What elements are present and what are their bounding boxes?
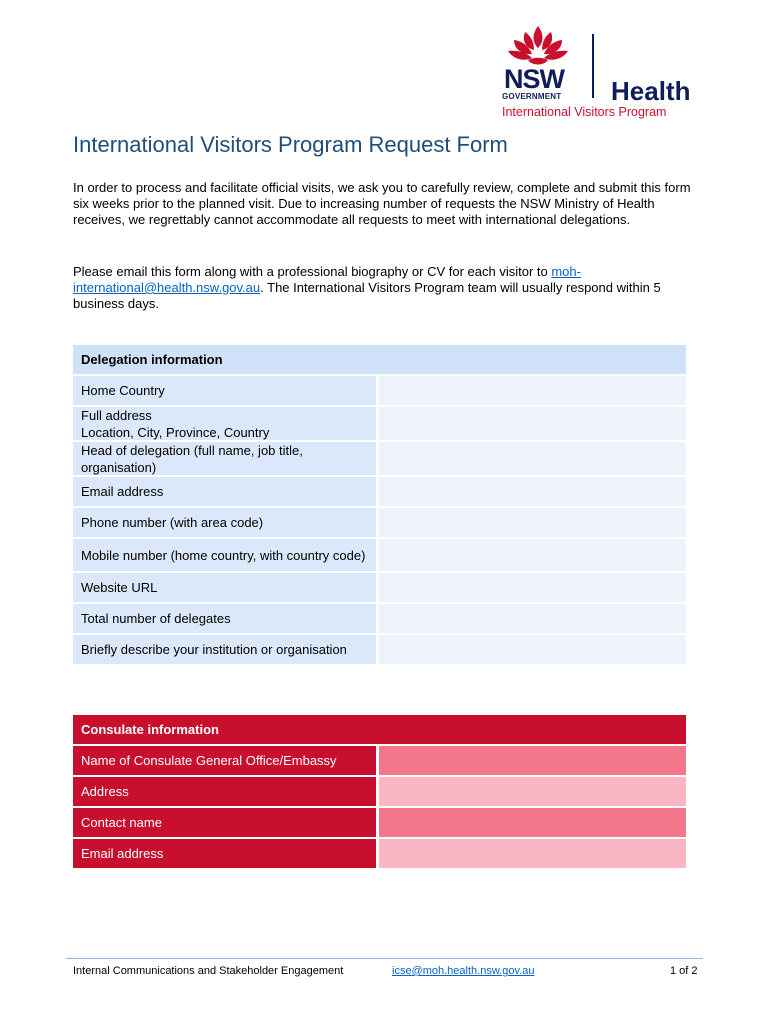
- form-row: [73, 635, 686, 666]
- field-label: Email address: [73, 839, 379, 868]
- form-row: [73, 746, 686, 777]
- form-row: [73, 539, 686, 573]
- form-row: [73, 839, 686, 870]
- full-address-field[interactable]: [379, 407, 686, 440]
- form-row: [73, 477, 686, 508]
- field-label: Phone number (with area code): [73, 508, 379, 537]
- intro-paragraph: In order to process and facilitate official visits, we ask you to carefully review, complete and submit this form six weeks prior to the planned visit. Due to increasing number of requests the NSW Ministry of Health receives, we regrettably cannot accommodate all requests to meet with international delegations.: [73, 180, 691, 227]
- logo-nsw-text: NSW: [504, 64, 564, 94]
- form-row: [73, 573, 686, 604]
- consulate-contact-name-field[interactable]: [379, 808, 686, 837]
- footer-email-link[interactable]: icse@moh.health.nsw.gov.au: [392, 965, 535, 977]
- logo-government-text: GOVERNMENT: [502, 92, 562, 101]
- footer-department: Internal Communications and Stakeholder Engagement: [73, 965, 344, 977]
- website-url-field[interactable]: [379, 573, 686, 602]
- field-label: Website URL: [73, 573, 379, 602]
- page-number: 1 of 2: [670, 965, 698, 977]
- instructions-text-after: . The International Visitors Program team will usually respond within 5 business days.: [73, 280, 661, 311]
- delegation-information-table: [73, 345, 686, 666]
- consulate-email-field[interactable]: [379, 839, 686, 868]
- field-label: Total number of delegates: [73, 604, 379, 633]
- field-label: Head of delegation (full name, job title, organisation): [73, 442, 379, 475]
- email-instructions-paragraph: [73, 264, 693, 312]
- page-title: International Visitors Program Request Form: [73, 132, 508, 157]
- consulate-table-heading: Consulate information: [73, 715, 686, 746]
- form-row: [73, 442, 686, 477]
- field-label: Name of Consulate General Office/Embassy: [73, 746, 379, 775]
- field-label: Home Country: [73, 376, 379, 405]
- total-delegates-field[interactable]: [379, 604, 686, 633]
- head-of-delegation-field[interactable]: [379, 442, 686, 475]
- field-label: Address: [73, 777, 379, 806]
- form-row: [73, 604, 686, 635]
- program-subtitle: International Visitors Program: [502, 105, 667, 119]
- logo-divider: [592, 34, 594, 98]
- email-address-field[interactable]: [379, 477, 686, 506]
- home-country-field[interactable]: [379, 376, 686, 405]
- logo-health-text: Health: [611, 76, 691, 106]
- form-row: [73, 376, 686, 407]
- nsw-health-logo: [498, 24, 703, 124]
- footer-divider: [66, 958, 703, 959]
- consulate-information-table: [73, 715, 686, 870]
- field-label: Contact name: [73, 808, 379, 837]
- field-label: Briefly describe your institution or organisation: [73, 635, 379, 664]
- form-row: [73, 777, 686, 808]
- field-label: Email address: [73, 477, 379, 506]
- form-row: [73, 808, 686, 839]
- form-row: [73, 407, 686, 442]
- waratah-flower-icon: [498, 24, 578, 68]
- institution-description-field[interactable]: [379, 635, 686, 664]
- field-label: Full address Location, City, Province, Country: [73, 407, 379, 440]
- mobile-number-field[interactable]: [379, 539, 686, 571]
- delegation-table-heading: Delegation information: [73, 345, 686, 376]
- international-email-link[interactable]: moh-international@health.nsw.gov.au: [73, 264, 581, 295]
- instructions-text-before: Please email this form along with a professional biography or CV for each visitor to: [73, 264, 552, 279]
- consulate-name-field[interactable]: [379, 746, 686, 775]
- form-row: [73, 508, 686, 539]
- field-label: Mobile number (home country, with country code): [73, 539, 379, 571]
- phone-number-field[interactable]: [379, 508, 686, 537]
- consulate-address-field[interactable]: [379, 777, 686, 806]
